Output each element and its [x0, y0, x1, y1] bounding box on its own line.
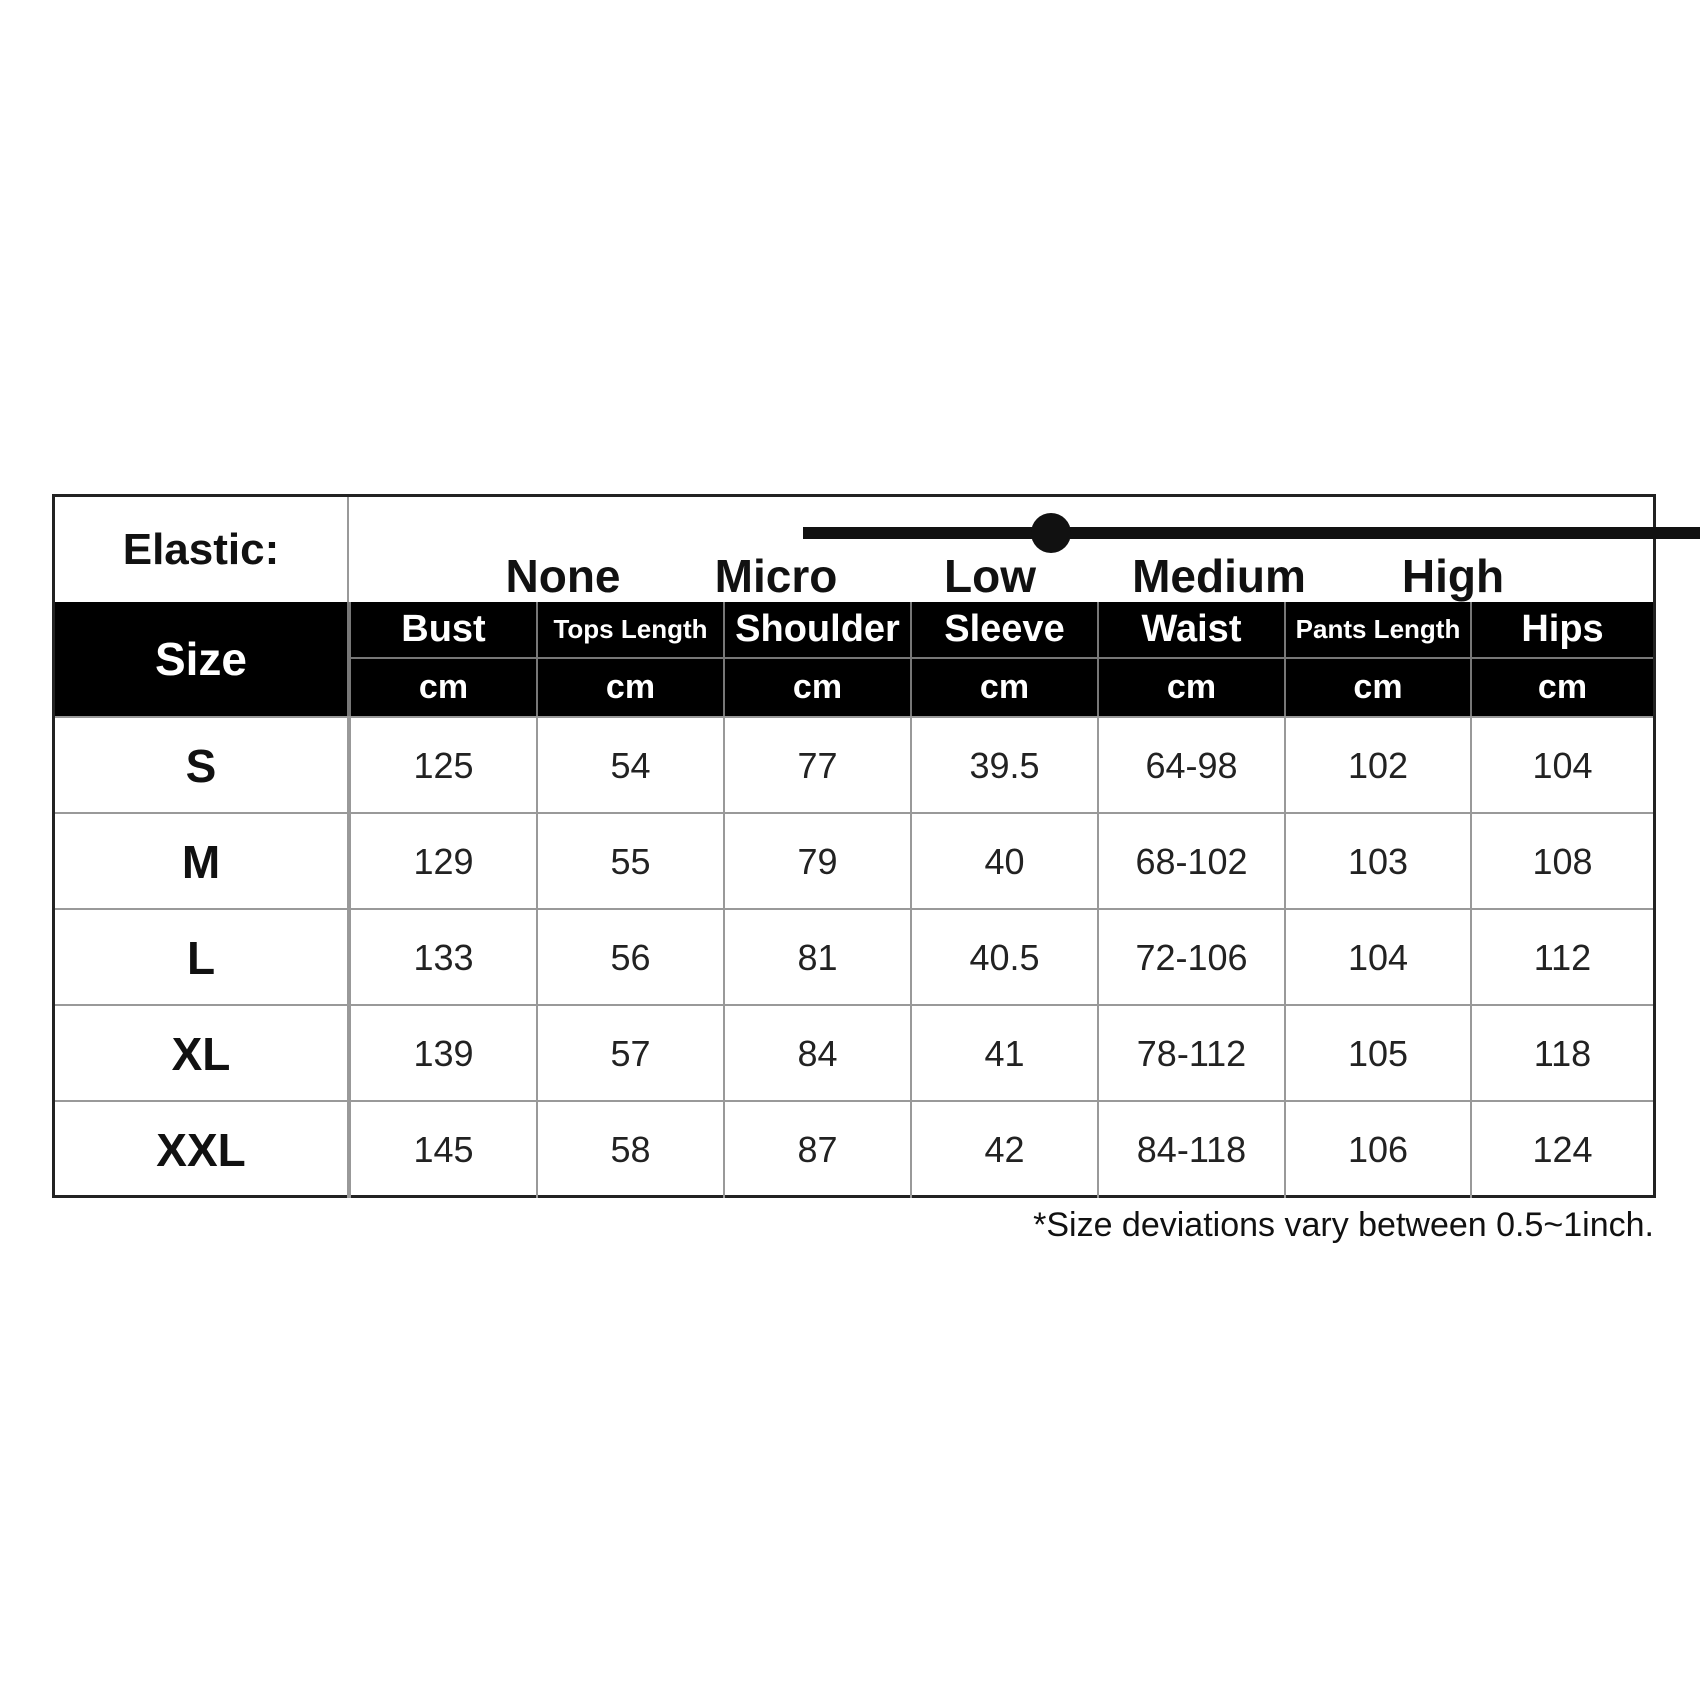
tops-length-cell: 58 — [536, 1102, 723, 1198]
waist-cell: 64-98 — [1097, 718, 1284, 814]
elastic-level-micro: Micro — [714, 550, 838, 602]
size-chart — [52, 494, 1656, 1198]
size-cell: XXL — [55, 1102, 349, 1198]
table-row — [55, 812, 1653, 910]
unit-header-pants-length: cm — [1284, 659, 1470, 716]
hips-cell: 108 — [1470, 814, 1653, 910]
waist-cell: 72-106 — [1097, 910, 1284, 1006]
column-header-pants-length: Pants Length — [1284, 602, 1470, 659]
elastic-level-medium: Medium — [1132, 550, 1306, 602]
waist-cell: 68-102 — [1097, 814, 1284, 910]
hips-cell: 112 — [1470, 910, 1653, 1006]
column-header-hips: Hips — [1470, 602, 1653, 659]
sleeve-cell: 42 — [910, 1102, 1097, 1198]
elastic-level-low: Low — [944, 550, 1036, 602]
table-row — [55, 1100, 1653, 1198]
size-cell: S — [55, 718, 349, 814]
shoulder-cell: 79 — [723, 814, 910, 910]
column-header-waist: Waist — [1097, 602, 1284, 659]
elastic-scale-line — [803, 527, 1700, 539]
size-cell: M — [55, 814, 349, 910]
shoulder-cell: 77 — [723, 718, 910, 814]
table-row — [55, 908, 1653, 1006]
sleeve-cell: 39.5 — [910, 718, 1097, 814]
table-row — [55, 716, 1653, 814]
unit-header-waist: cm — [1097, 659, 1284, 716]
table-row — [55, 1004, 1653, 1102]
size-cell: XL — [55, 1006, 349, 1102]
unit-header-tops-length: cm — [536, 659, 723, 716]
sleeve-cell: 40 — [910, 814, 1097, 910]
unit-header-hips: cm — [1470, 659, 1653, 716]
unit-header-shoulder: cm — [723, 659, 910, 716]
unit-header-bust: cm — [349, 659, 536, 716]
pants-length-cell: 106 — [1284, 1102, 1470, 1198]
column-header-shoulder: Shoulder — [723, 602, 910, 659]
elastic-level-high: High — [1401, 550, 1505, 602]
pants-length-cell: 103 — [1284, 814, 1470, 910]
waist-cell: 84-118 — [1097, 1102, 1284, 1198]
size-cell: L — [55, 910, 349, 1006]
tops-length-cell: 56 — [536, 910, 723, 1006]
bust-cell: 125 — [349, 718, 536, 814]
size-deviation-note: *Size deviations vary between 0.5~1inch. — [1033, 1206, 1654, 1244]
unit-header-sleeve: cm — [910, 659, 1097, 716]
bust-cell: 133 — [349, 910, 536, 1006]
tops-length-cell: 55 — [536, 814, 723, 910]
bust-cell: 145 — [349, 1102, 536, 1198]
pants-length-cell: 105 — [1284, 1006, 1470, 1102]
size-column-header: Size — [55, 602, 349, 716]
bust-cell: 129 — [349, 814, 536, 910]
hips-cell: 124 — [1470, 1102, 1653, 1198]
column-header-bust: Bust — [349, 602, 536, 659]
shoulder-cell: 81 — [723, 910, 910, 1006]
waist-cell: 78-112 — [1097, 1006, 1284, 1102]
hips-cell: 104 — [1470, 718, 1653, 814]
elastic-scale — [349, 497, 1656, 602]
sleeve-cell: 41 — [910, 1006, 1097, 1102]
column-header-sleeve: Sleeve — [910, 602, 1097, 659]
bust-cell: 139 — [349, 1006, 536, 1102]
column-header-tops-length: Tops Length — [536, 602, 723, 659]
hips-cell: 118 — [1470, 1006, 1653, 1102]
elastic-label: Elastic: — [55, 497, 349, 602]
elastic-level-none: None — [505, 550, 621, 602]
pants-length-cell: 104 — [1284, 910, 1470, 1006]
sleeve-cell: 40.5 — [910, 910, 1097, 1006]
tops-length-cell: 57 — [536, 1006, 723, 1102]
tops-length-cell: 54 — [536, 718, 723, 814]
shoulder-cell: 87 — [723, 1102, 910, 1198]
elastic-scale-marker — [1031, 513, 1071, 553]
shoulder-cell: 84 — [723, 1006, 910, 1102]
pants-length-cell: 102 — [1284, 718, 1470, 814]
